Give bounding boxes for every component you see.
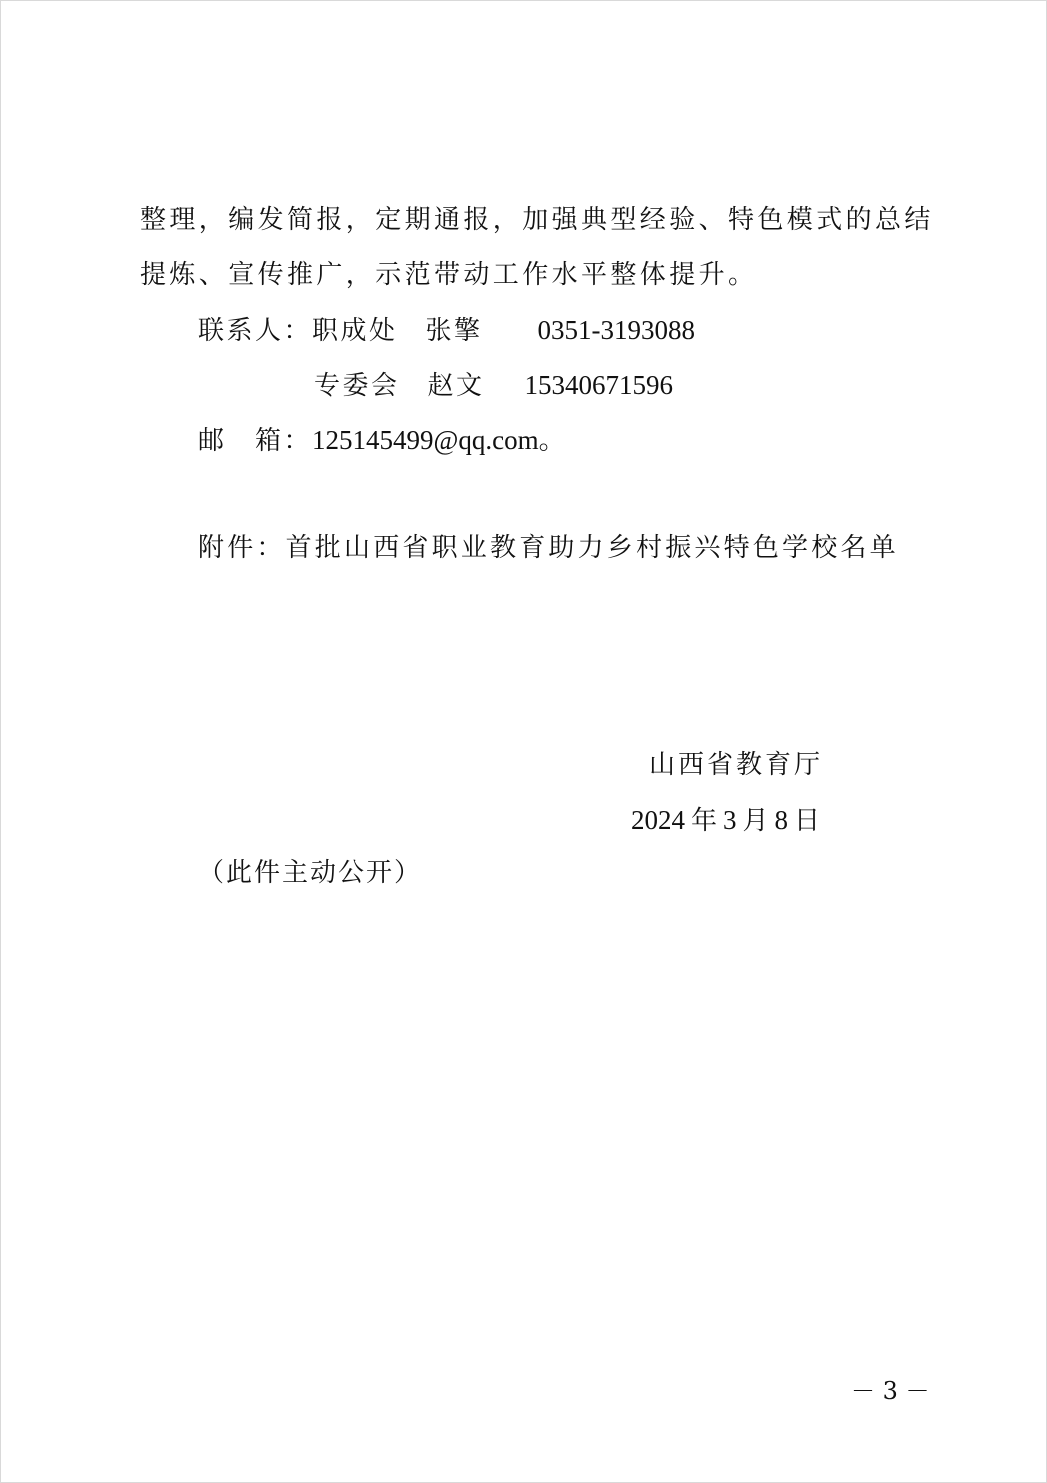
contact-phone-1: 0351-3193088 xyxy=(537,315,696,345)
email-label: 邮 箱： xyxy=(198,426,313,456)
signature-date xyxy=(631,804,820,837)
contact-label: 联系人： xyxy=(198,316,313,346)
date-month: 3 xyxy=(723,805,737,835)
contact-name-1: 张擎 xyxy=(425,316,483,346)
contact-line-2 xyxy=(314,369,673,402)
email-line xyxy=(198,424,566,457)
body-paragraph-line-1: 整理，编发简报，定期通报，加强典型经验、特色模式的总结 xyxy=(140,205,934,235)
date-year: 2024 xyxy=(631,805,685,835)
date-day: 8 xyxy=(774,805,789,835)
email-address: 125145499@qq.com。 xyxy=(312,425,566,455)
contact-name-2: 赵文 xyxy=(427,371,485,401)
signature-org: 山西省教育厅 xyxy=(649,750,824,780)
disclosure-note: （此件主动公开） xyxy=(198,858,423,888)
date-year-unit: 年 xyxy=(691,806,718,836)
attachment-line: 附件：首批山西省职业教育助力乡村振兴特色学校名单 xyxy=(198,533,899,563)
page-number: － 3 － xyxy=(851,1377,930,1405)
contact-line-1 xyxy=(198,314,695,347)
contact-phone-2: 15340671596 xyxy=(524,370,674,400)
date-month-unit: 月 xyxy=(742,806,769,836)
body-paragraph-line-2: 提炼、宣传推广，示范带动工作水平整体提升。 xyxy=(140,260,758,290)
contact-dept-2: 专委会 xyxy=(314,371,400,401)
date-day-unit: 日 xyxy=(794,806,821,836)
contact-dept-1: 职成处 xyxy=(312,316,398,346)
